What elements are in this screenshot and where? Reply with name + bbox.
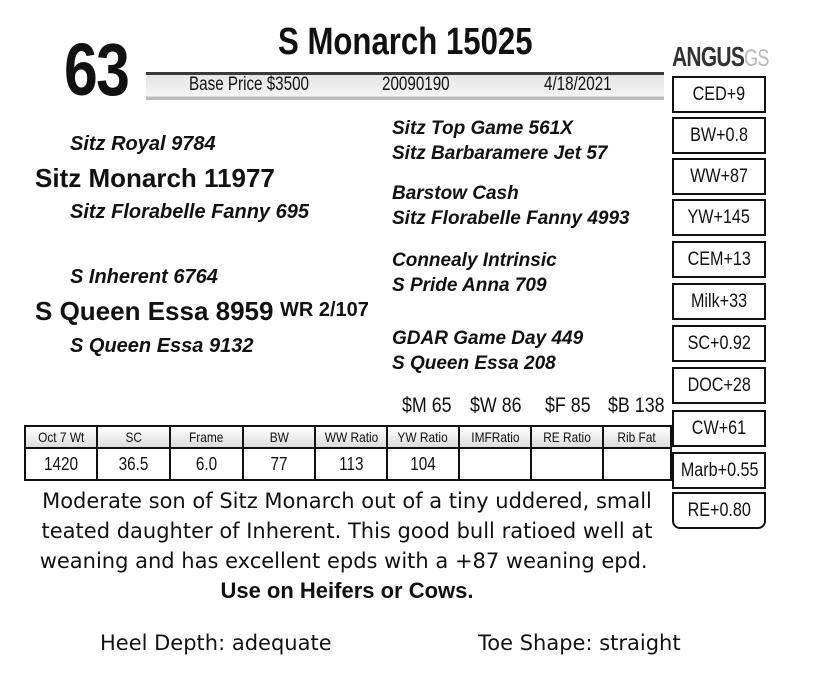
epd-sc: SC+0.92 (672, 325, 766, 362)
value-cell: 1420 (25, 448, 97, 480)
performance-value-row (25, 448, 671, 480)
index-w: $W 86 (470, 394, 522, 417)
header-cell: BW (243, 426, 315, 448)
angus-gs-logo (672, 42, 769, 74)
grand-sire-dam-line: Sitz Barbaramere Jet 57 (392, 143, 608, 164)
performance-header-row (25, 426, 671, 448)
logo-main: ANGUS (672, 41, 745, 72)
epd-marb: Marb+0.55 (672, 452, 766, 489)
birth-date: 4/18/2021 (544, 74, 612, 95)
dam: S Queen Essa 8959 (35, 296, 274, 326)
toe-shape: Toe Shape: straight (478, 631, 681, 655)
dam-sire: S Inherent 6764 (70, 266, 218, 288)
description (24, 486, 670, 606)
value-cell: 113 (315, 448, 387, 480)
index-f: $F 85 (545, 394, 591, 417)
header-cell: Frame (170, 426, 243, 448)
header-cell: RE Ratio (531, 426, 603, 448)
header-cell: SC (97, 426, 170, 448)
dam-dam: S Queen Essa 9132 (70, 335, 254, 357)
header-cell: IMFRatio (459, 426, 531, 448)
header-cell: YW Ratio (387, 426, 459, 448)
grand-sire-sire-line: Sitz Top Game 561X (392, 118, 573, 139)
value-cell: 36.5 (97, 448, 170, 480)
index-b: $B 138 (608, 394, 665, 417)
epd-bw: BW+0.8 (672, 117, 766, 154)
heel-depth: Heel Depth: adequate (100, 631, 332, 655)
base-price: Base Price $3500 (189, 74, 309, 95)
epd-cem: CEM+13 (672, 241, 766, 278)
description-emphasis: Use on Heifers or Cows. (220, 578, 474, 603)
value-cell (459, 448, 531, 480)
description-text: Moderate son of Sitz Monarch out of a tiny uddered, small teated daughter of Inherent. This good bull ratioed well at weaning and has excellent epds with a +87 weaning epd. (39, 489, 653, 573)
sire: Sitz Monarch 11977 (35, 163, 275, 193)
value-cell: 6.0 (170, 448, 243, 480)
dam-sire-sire-line: Connealy Intrinsic (392, 250, 557, 271)
sire-sire: Sitz Royal 9784 (70, 133, 216, 155)
value-cell: 104 (387, 448, 459, 480)
sire-dam-dam-line: Sitz Florabelle Fanny 4993 (392, 208, 630, 229)
dam-dam-sire-line: GDAR Game Day 449 (392, 328, 584, 349)
dam-dam-dam-line: S Queen Essa 208 (392, 353, 556, 374)
epd-re: RE+0.80 (672, 492, 766, 529)
header-cell: Oct 7 Wt (25, 426, 97, 448)
performance-table (24, 425, 672, 481)
dam-ratio: WR 2/107 (280, 299, 369, 321)
value-cell (531, 448, 603, 480)
dam-sire-dam-line: S Pride Anna 709 (392, 275, 547, 296)
epd-doc: DOC+28 (672, 367, 766, 404)
lot-number: 63 (64, 28, 129, 111)
value-cell (603, 448, 671, 480)
registration-number: 20090190 (382, 74, 450, 95)
epd-yw: YW+145 (672, 199, 766, 236)
epd-cw: CW+61 (672, 410, 766, 447)
sire-dam-sire-line: Barstow Cash (392, 183, 519, 204)
logo-suffix: GS (744, 45, 769, 72)
header-cell: WW Ratio (315, 426, 387, 448)
value-cell: 77 (243, 448, 315, 480)
bull-name: S Monarch 15025 (278, 21, 533, 63)
epd-ced: CED+9 (672, 76, 766, 113)
header-cell: Rib Fat (603, 426, 671, 448)
sire-dam: Sitz Florabelle Fanny 695 (70, 201, 309, 223)
epd-ww: WW+87 (672, 158, 766, 195)
epd-milk: Milk+33 (672, 283, 766, 320)
index-m: $M 65 (402, 394, 452, 417)
